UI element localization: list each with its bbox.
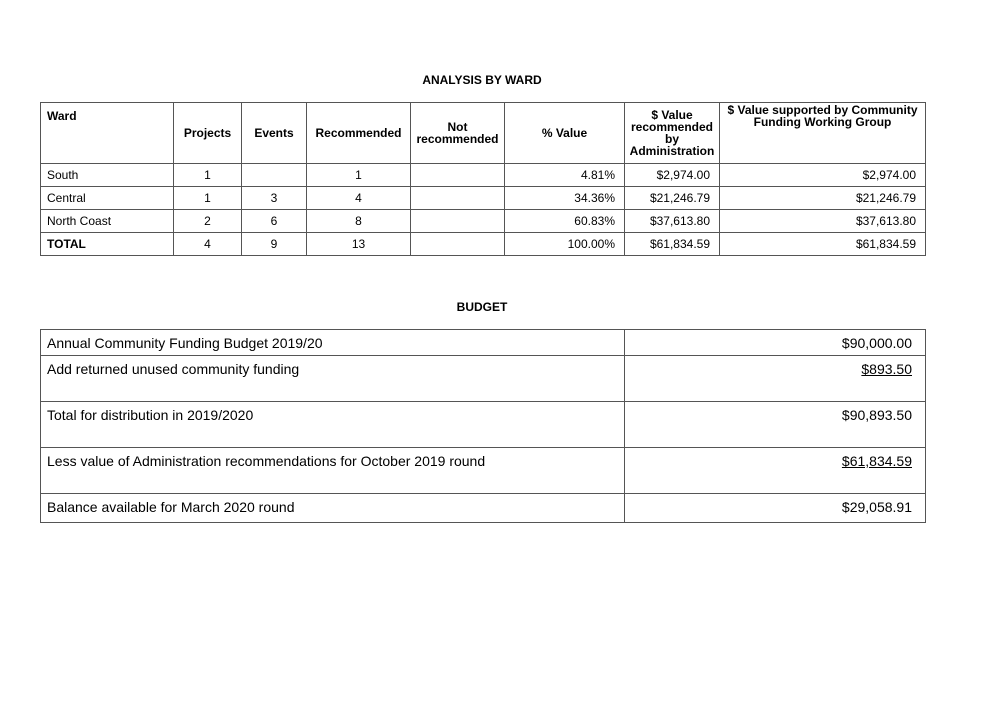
cell-not-recommended <box>411 233 505 256</box>
budget-row <box>41 356 926 402</box>
cell-value-admin: $61,834.59 <box>625 233 720 256</box>
cell-events: 6 <box>242 210 307 233</box>
budget-title: BUDGET <box>456 300 508 314</box>
header-pct-value: % Value <box>505 103 625 164</box>
header-value-cfwg: $ Value supported by Community Funding Working Group <box>720 103 926 164</box>
budget-row-label: Less value of Administration recommendations for October 2019 round <box>41 448 625 494</box>
cell-ward: North Coast <box>41 210 174 233</box>
table-row-total <box>41 233 926 256</box>
ward-table-header-row <box>41 103 926 164</box>
cell-not-recommended <box>411 187 505 210</box>
cell-recommended: 4 <box>307 187 411 210</box>
budget-row-label: Annual Community Funding Budget 2019/20 <box>41 330 625 356</box>
cell-not-recommended <box>411 164 505 187</box>
cell-ward: South <box>41 164 174 187</box>
cell-not-recommended <box>411 210 505 233</box>
cell-projects: 1 <box>174 164 242 187</box>
header-ward: Ward <box>41 103 174 164</box>
budget-value-text: $90,893.50 <box>841 407 912 423</box>
budget-row-label: Total for distribution in 2019/2020 <box>41 402 625 448</box>
cell-value-cfwg: $37,613.80 <box>720 210 926 233</box>
budget-value-text: $90,000.00 <box>841 335 912 351</box>
cell-value-cfwg: $21,246.79 <box>720 187 926 210</box>
cell-value-cfwg: $2,974.00 <box>720 164 926 187</box>
ward-analysis-table <box>40 102 926 256</box>
cell-events: 9 <box>242 233 307 256</box>
budget-row-value <box>625 402 926 448</box>
cell-pct-value: 4.81% <box>505 164 625 187</box>
cell-value-admin: $2,974.00 <box>625 164 720 187</box>
budget-row <box>41 330 926 356</box>
budget-row-label: Add returned unused community funding <box>41 356 625 402</box>
table-row <box>41 210 926 233</box>
budget-value-text: $61,834.59 <box>841 453 912 469</box>
budget-row-value <box>625 494 926 523</box>
budget-row-label: Balance available for March 2020 round <box>41 494 625 523</box>
cell-recommended: 8 <box>307 210 411 233</box>
header-recommended: Recommended <box>307 103 411 164</box>
budget-row <box>41 494 926 523</box>
cell-projects: 1 <box>174 187 242 210</box>
cell-ward: TOTAL <box>41 233 174 256</box>
header-events: Events <box>242 103 307 164</box>
cell-projects: 2 <box>174 210 242 233</box>
cell-projects: 4 <box>174 233 242 256</box>
cell-pct-value: 100.00% <box>505 233 625 256</box>
cell-recommended: 13 <box>307 233 411 256</box>
table-row <box>41 187 926 210</box>
cell-pct-value: 34.36% <box>505 187 625 210</box>
budget-row-value <box>625 356 926 402</box>
cell-events <box>242 164 307 187</box>
cell-pct-value: 60.83% <box>505 210 625 233</box>
cell-recommended: 1 <box>307 164 411 187</box>
budget-row-value <box>625 448 926 494</box>
header-projects: Projects <box>174 103 242 164</box>
budget-row <box>41 402 926 448</box>
header-not-recommended: Not recommended <box>411 103 505 164</box>
budget-row-value <box>625 330 926 356</box>
budget-row <box>41 448 926 494</box>
analysis-title: ANALYSIS BY WARD <box>422 73 542 87</box>
cell-ward: Central <box>41 187 174 210</box>
budget-value-text: $893.50 <box>861 361 912 377</box>
budget-value-text: $29,058.91 <box>841 499 912 515</box>
cell-value-admin: $21,246.79 <box>625 187 720 210</box>
cell-value-admin: $37,613.80 <box>625 210 720 233</box>
header-value-admin: $ Value recommended by Administration <box>625 103 720 164</box>
cell-events: 3 <box>242 187 307 210</box>
budget-table <box>40 329 926 523</box>
cell-value-cfwg: $61,834.59 <box>720 233 926 256</box>
table-row <box>41 164 926 187</box>
